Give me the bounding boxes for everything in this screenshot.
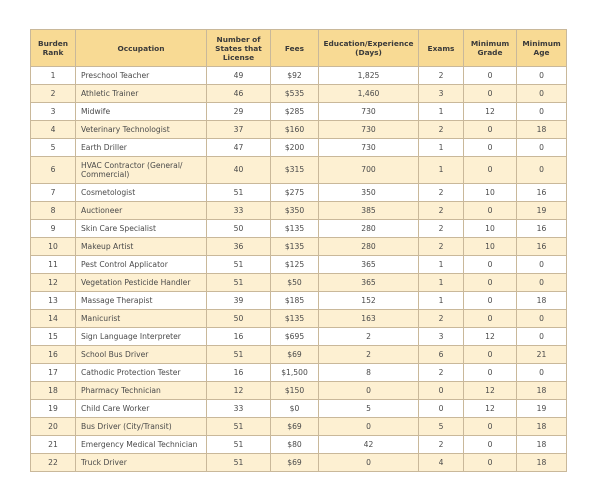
cell-minimum-age: 0 [517,103,567,121]
table-row [31,202,567,220]
cell-exams: 1 [419,292,464,310]
cell-minimum-grade: 0 [464,436,517,454]
cell-burden-rank: 14 [31,310,76,328]
cell-minimum-age: 0 [517,310,567,328]
cell-minimum-grade: 12 [464,103,517,121]
cell-minimum-age: 18 [517,436,567,454]
cell-education-days: 280 [319,220,419,238]
cell-minimum-age: 0 [517,256,567,274]
table-row [31,400,567,418]
cell-minimum-age: 0 [517,364,567,382]
cell-states-license: 47 [207,139,271,157]
cell-burden-rank: 4 [31,121,76,139]
cell-occupation: School Bus Driver [76,346,207,364]
cell-states-license: 50 [207,220,271,238]
cell-burden-rank: 9 [31,220,76,238]
cell-fees: $150 [271,382,319,400]
cell-states-license: 49 [207,67,271,85]
cell-fees: $0 [271,400,319,418]
cell-occupation: Skin Care Specialist [76,220,207,238]
cell-burden-rank: 12 [31,274,76,292]
licensing-burden-table [30,29,567,472]
cell-occupation: Truck Driver [76,454,207,472]
table-row [31,436,567,454]
cell-exams: 1 [419,256,464,274]
header-occupation: Occupation [76,30,207,67]
cell-minimum-grade: 0 [464,85,517,103]
cell-education-days: 280 [319,238,419,256]
cell-occupation: Manicurist [76,310,207,328]
cell-education-days: 730 [319,139,419,157]
cell-minimum-grade: 12 [464,328,517,346]
cell-burden-rank: 15 [31,328,76,346]
table-row [31,256,567,274]
cell-states-license: 36 [207,238,271,256]
cell-occupation: Pest Control Applicator [76,256,207,274]
cell-states-license: 40 [207,157,271,184]
cell-fees: $69 [271,346,319,364]
cell-states-license: 33 [207,202,271,220]
cell-occupation: Preschool Teacher [76,67,207,85]
cell-minimum-age: 19 [517,400,567,418]
cell-exams: 2 [419,121,464,139]
table-row [31,238,567,256]
cell-burden-rank: 8 [31,202,76,220]
table-row [31,220,567,238]
cell-burden-rank: 2 [31,85,76,103]
header-education-experience: Education/Experience (Days) [319,30,419,67]
cell-states-license: 29 [207,103,271,121]
cell-minimum-age: 16 [517,220,567,238]
cell-fees: $695 [271,328,319,346]
cell-minimum-age: 0 [517,67,567,85]
cell-exams: 0 [419,400,464,418]
cell-minimum-grade: 0 [464,292,517,310]
cell-burden-rank: 1 [31,67,76,85]
cell-burden-rank: 19 [31,400,76,418]
cell-occupation: HVAC Contractor (General/ Commercial) [76,157,207,184]
cell-burden-rank: 18 [31,382,76,400]
cell-states-license: 16 [207,364,271,382]
cell-minimum-grade: 0 [464,256,517,274]
cell-minimum-grade: 0 [464,310,517,328]
header-exams: Exams [419,30,464,67]
cell-education-days: 152 [319,292,419,310]
cell-minimum-grade: 0 [464,121,517,139]
cell-minimum-grade: 10 [464,238,517,256]
cell-education-days: 42 [319,436,419,454]
cell-burden-rank: 16 [31,346,76,364]
cell-minimum-age: 18 [517,454,567,472]
cell-states-license: 51 [207,274,271,292]
cell-fees: $69 [271,418,319,436]
cell-minimum-grade: 0 [464,346,517,364]
cell-minimum-age: 18 [517,292,567,310]
cell-states-license: 51 [207,256,271,274]
table-row [31,310,567,328]
cell-minimum-grade: 0 [464,454,517,472]
cell-fees: $315 [271,157,319,184]
cell-states-license: 51 [207,454,271,472]
cell-exams: 1 [419,139,464,157]
cell-exams: 2 [419,238,464,256]
cell-exams: 2 [419,67,464,85]
cell-fees: $350 [271,202,319,220]
table-row [31,157,567,184]
cell-exams: 3 [419,85,464,103]
cell-burden-rank: 5 [31,139,76,157]
table-row [31,292,567,310]
cell-education-days: 350 [319,184,419,202]
cell-fees: $135 [271,220,319,238]
cell-burden-rank: 13 [31,292,76,310]
cell-exams: 2 [419,202,464,220]
cell-fees: $80 [271,436,319,454]
cell-occupation: Makeup Artist [76,238,207,256]
cell-exams: 1 [419,103,464,121]
cell-fees: $200 [271,139,319,157]
cell-minimum-age: 21 [517,346,567,364]
cell-education-days: 5 [319,400,419,418]
cell-fees: $185 [271,292,319,310]
cell-exams: 6 [419,346,464,364]
cell-fees: $1,500 [271,364,319,382]
cell-exams: 3 [419,328,464,346]
cell-exams: 1 [419,157,464,184]
cell-minimum-age: 18 [517,121,567,139]
cell-occupation: Vegetation Pesticide Handler [76,274,207,292]
cell-burden-rank: 7 [31,184,76,202]
cell-states-license: 33 [207,400,271,418]
table-row [31,364,567,382]
header-burden-rank: Burden Rank [31,30,76,67]
header-states-license: Number of States that License [207,30,271,67]
cell-minimum-grade: 10 [464,220,517,238]
licensing-burden-table-container [30,29,566,472]
table-row [31,418,567,436]
table-body [31,67,567,472]
cell-fees: $50 [271,274,319,292]
cell-minimum-age: 18 [517,382,567,400]
cell-occupation: Sign Language Interpreter [76,328,207,346]
cell-burden-rank: 20 [31,418,76,436]
cell-states-license: 37 [207,121,271,139]
cell-minimum-grade: 10 [464,184,517,202]
cell-occupation: Earth Driller [76,139,207,157]
cell-burden-rank: 3 [31,103,76,121]
cell-burden-rank: 6 [31,157,76,184]
cell-fees: $275 [271,184,319,202]
cell-fees: $135 [271,310,319,328]
cell-exams: 2 [419,436,464,454]
cell-exams: 2 [419,184,464,202]
header-minimum-grade: Minimum Grade [464,30,517,67]
cell-occupation: Pharmacy Technician [76,382,207,400]
cell-education-days: 730 [319,103,419,121]
cell-minimum-age: 0 [517,85,567,103]
cell-education-days: 0 [319,382,419,400]
cell-fees: $285 [271,103,319,121]
cell-education-days: 365 [319,256,419,274]
table-row [31,67,567,85]
cell-occupation: Bus Driver (City/Transit) [76,418,207,436]
table-row [31,139,567,157]
cell-education-days: 1,460 [319,85,419,103]
table-row [31,103,567,121]
table-row [31,454,567,472]
cell-states-license: 51 [207,184,271,202]
cell-occupation: Athletic Trainer [76,85,207,103]
cell-minimum-age: 16 [517,238,567,256]
cell-occupation: Midwife [76,103,207,121]
cell-minimum-age: 0 [517,274,567,292]
cell-education-days: 700 [319,157,419,184]
table-row [31,382,567,400]
table-row [31,121,567,139]
cell-occupation: Veterinary Technologist [76,121,207,139]
cell-exams: 0 [419,382,464,400]
cell-education-days: 1,825 [319,67,419,85]
cell-occupation: Emergency Medical Technician [76,436,207,454]
cell-states-license: 51 [207,436,271,454]
cell-education-days: 2 [319,346,419,364]
cell-minimum-grade: 0 [464,157,517,184]
cell-minimum-grade: 0 [464,418,517,436]
cell-burden-rank: 17 [31,364,76,382]
cell-burden-rank: 21 [31,436,76,454]
cell-burden-rank: 11 [31,256,76,274]
cell-states-license: 50 [207,310,271,328]
table-row [31,184,567,202]
cell-states-license: 39 [207,292,271,310]
cell-minimum-grade: 0 [464,67,517,85]
cell-exams: 2 [419,220,464,238]
cell-burden-rank: 22 [31,454,76,472]
cell-occupation: Child Care Worker [76,400,207,418]
table-row [31,346,567,364]
cell-education-days: 0 [319,454,419,472]
cell-minimum-grade: 0 [464,274,517,292]
table-row [31,85,567,103]
cell-education-days: 0 [319,418,419,436]
header-fees: Fees [271,30,319,67]
cell-minimum-age: 0 [517,328,567,346]
cell-fees: $535 [271,85,319,103]
cell-minimum-age: 0 [517,157,567,184]
header-row [31,30,567,67]
cell-minimum-grade: 0 [464,364,517,382]
table-header [31,30,567,67]
table-row [31,328,567,346]
cell-exams: 2 [419,310,464,328]
cell-fees: $125 [271,256,319,274]
cell-states-license: 16 [207,328,271,346]
cell-occupation: Massage Therapist [76,292,207,310]
cell-fees: $92 [271,67,319,85]
cell-exams: 2 [419,364,464,382]
cell-minimum-age: 16 [517,184,567,202]
cell-education-days: 8 [319,364,419,382]
header-minimum-age: Minimum Age [517,30,567,67]
cell-minimum-grade: 0 [464,139,517,157]
cell-states-license: 51 [207,346,271,364]
cell-education-days: 365 [319,274,419,292]
cell-occupation: Auctioneer [76,202,207,220]
cell-occupation: Cosmetologist [76,184,207,202]
cell-fees: $135 [271,238,319,256]
cell-education-days: 730 [319,121,419,139]
cell-education-days: 163 [319,310,419,328]
cell-fees: $69 [271,454,319,472]
cell-education-days: 385 [319,202,419,220]
cell-minimum-age: 0 [517,139,567,157]
cell-exams: 4 [419,454,464,472]
cell-minimum-grade: 12 [464,400,517,418]
cell-minimum-grade: 0 [464,202,517,220]
cell-minimum-age: 18 [517,418,567,436]
cell-minimum-age: 19 [517,202,567,220]
cell-states-license: 12 [207,382,271,400]
cell-minimum-grade: 12 [464,382,517,400]
cell-occupation: Cathodic Protection Tester [76,364,207,382]
cell-education-days: 2 [319,328,419,346]
cell-burden-rank: 10 [31,238,76,256]
cell-fees: $160 [271,121,319,139]
table-row [31,274,567,292]
cell-exams: 1 [419,274,464,292]
cell-states-license: 51 [207,418,271,436]
cell-exams: 5 [419,418,464,436]
cell-states-license: 46 [207,85,271,103]
